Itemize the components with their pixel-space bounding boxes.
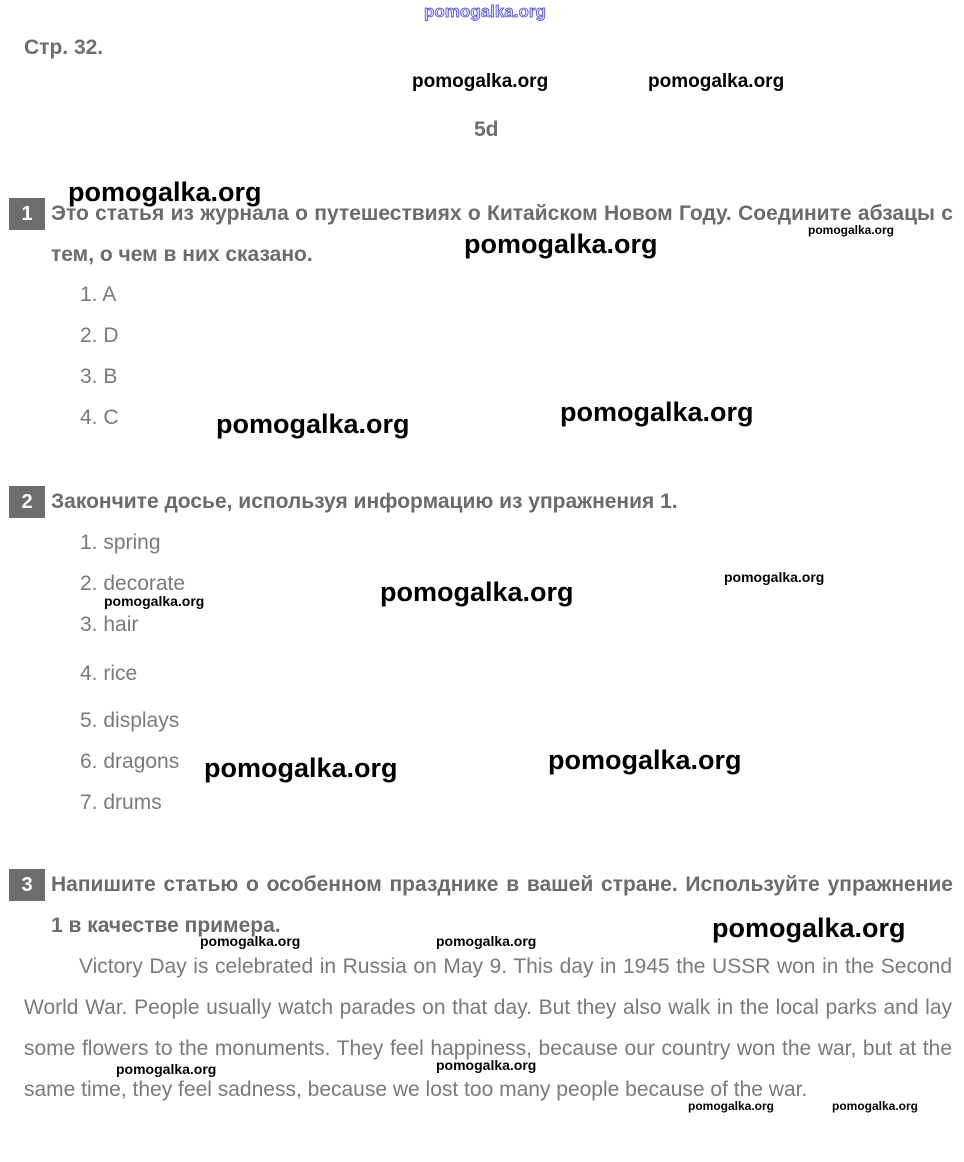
task-3-number-badge: 3 — [9, 869, 45, 901]
task-2-answer: 6. dragons — [80, 750, 180, 773]
task-2-answer: 1. spring — [80, 531, 161, 554]
task-2-answer: 7. drums — [80, 791, 162, 814]
section-code: 5d — [474, 118, 499, 141]
page-label: Стр. 32. — [24, 36, 104, 59]
watermark: pomogalka.org — [648, 71, 785, 92]
task-3-essay: Victory Day is celebrated in Russia on May 9. This day in 1945 the USSR won in the Second World War. People usually watch parades on that day. But they also walk in the local parks and lay some flowers to the monuments. They feel happiness, because our country won the war, but at the same time, they feel sadness, because we lost too many people because of the war. — [24, 955, 952, 1101]
task-1-answer: 1. A — [80, 283, 117, 306]
watermark: pomogalka.org — [68, 177, 262, 207]
watermark: pomogalka.org — [712, 913, 906, 943]
watermark: pomogalka.org — [436, 933, 537, 949]
task-1-instruction: Это статья из журнала о путешествиях о Китайском Новом Году. Соедините абзацы с тем, о чем в них сказано. — [51, 202, 953, 266]
task-2-answer: 2. decorate — [80, 572, 186, 595]
task-1-answer: 3. B — [80, 365, 118, 388]
task-2-number-badge: 2 — [9, 486, 45, 518]
watermark: pomogalka.org — [216, 409, 410, 439]
task-1-answer: 2. D — [80, 324, 119, 347]
watermark: pomogalka.org — [548, 745, 742, 775]
watermark: pomogalka.org — [808, 223, 895, 237]
watermark: pomogalka.org — [724, 569, 825, 585]
watermark: pomogalka.org — [688, 1099, 775, 1113]
watermark: pomogalka.org — [412, 71, 549, 92]
watermark: pomogalka.org — [104, 593, 205, 609]
task-3-instruction: Напишите статью о особенном празднике в вашей стране. Используйте упражнение 1 в качестве примера. — [51, 873, 953, 937]
watermark-top: pomogalka.org — [424, 2, 546, 21]
task-1-answer: 4. C — [80, 406, 119, 429]
watermark: pomogalka.org — [560, 397, 754, 427]
watermark: pomogalka.org — [832, 1099, 919, 1113]
watermark: pomogalka.org — [116, 1061, 217, 1077]
task-1-number-badge: 1 — [9, 198, 45, 230]
watermark: pomogalka.org — [380, 577, 574, 607]
task-2-answer: 4. rice — [80, 662, 138, 685]
watermark: pomogalka.org — [436, 1057, 537, 1073]
task-2-answer: 5. displays — [80, 709, 180, 732]
watermark: pomogalka.org — [204, 753, 398, 783]
watermark: pomogalka.org — [200, 933, 301, 949]
task-2-answer: 3. hair — [80, 613, 139, 636]
watermark: pomogalka.org — [464, 229, 658, 259]
task-2-instruction: Закончите досье, используя информацию из упражнения 1. — [51, 490, 678, 513]
